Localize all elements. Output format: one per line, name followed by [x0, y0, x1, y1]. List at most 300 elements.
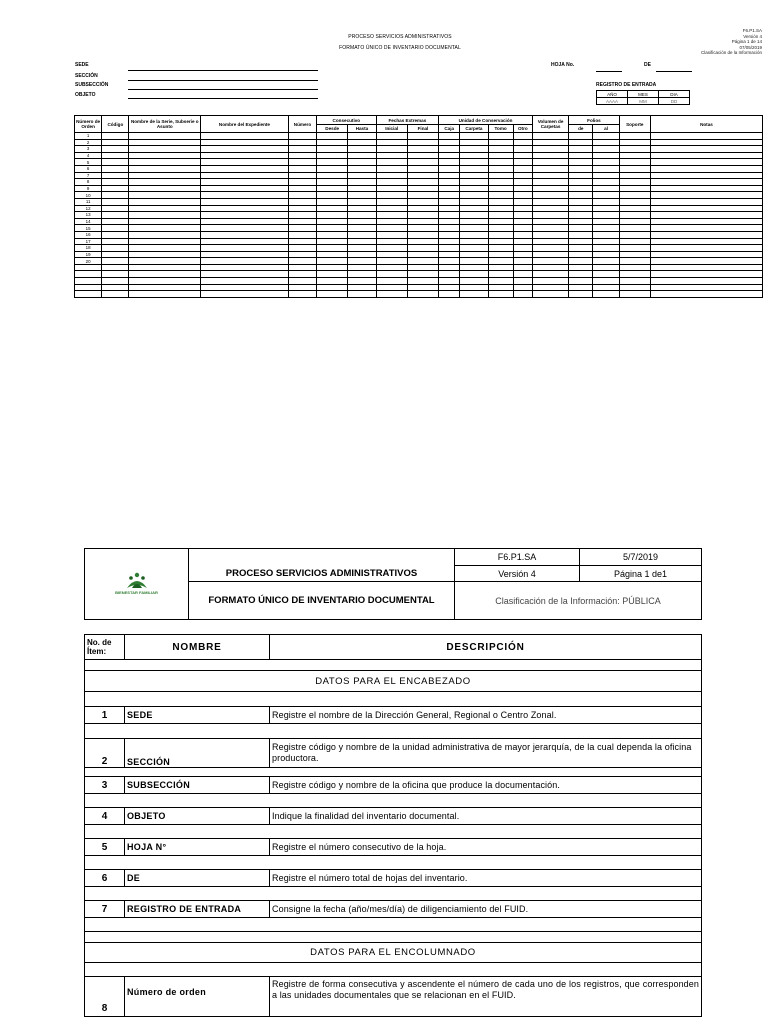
inventory-cell[interactable] [201, 205, 289, 212]
inventory-cell[interactable] [288, 172, 316, 179]
inventory-cell[interactable] [532, 139, 568, 146]
inventory-cell[interactable] [513, 251, 532, 258]
inventory-cell[interactable] [488, 133, 513, 140]
inventory-cell[interactable] [569, 271, 593, 278]
inventory-cell[interactable] [201, 165, 289, 172]
inventory-cell[interactable] [201, 258, 289, 265]
inventory-cell[interactable] [201, 264, 289, 271]
inventory-cell[interactable] [460, 212, 488, 219]
inventory-cell[interactable] [619, 192, 650, 199]
inventory-cell[interactable] [532, 165, 568, 172]
inventory-cell[interactable] [129, 172, 201, 179]
inventory-cell[interactable] [460, 165, 488, 172]
inventory-cell[interactable] [569, 165, 593, 172]
inventory-cell[interactable] [376, 205, 407, 212]
inventory-cell[interactable] [102, 198, 129, 205]
inventory-cell[interactable] [317, 159, 348, 166]
inventory-cell[interactable] [513, 231, 532, 238]
inventory-cell[interactable] [513, 264, 532, 271]
inventory-cell[interactable] [348, 172, 376, 179]
inventory-cell[interactable] [460, 291, 488, 298]
inventory-cell[interactable] [460, 146, 488, 153]
inventory-cell[interactable] [129, 198, 201, 205]
inventory-cell[interactable] [102, 159, 129, 166]
inventory-cell[interactable] [348, 146, 376, 153]
inventory-cell[interactable] [439, 251, 460, 258]
inventory-cell[interactable] [650, 205, 762, 212]
inventory-cell[interactable] [376, 192, 407, 199]
inventory-cell[interactable] [593, 258, 619, 265]
inventory-cell[interactable] [407, 258, 438, 265]
inventory-cell[interactable] [376, 218, 407, 225]
inventory-cell[interactable] [460, 192, 488, 199]
inventory-cell[interactable] [569, 231, 593, 238]
inventory-cell[interactable] [532, 198, 568, 205]
inventory-cell[interactable] [619, 251, 650, 258]
inventory-cell[interactable] [407, 264, 438, 271]
inventory-cell[interactable] [532, 179, 568, 186]
inventory-cell[interactable] [569, 264, 593, 271]
inventory-cell[interactable] [317, 238, 348, 245]
inventory-cell[interactable] [460, 238, 488, 245]
inventory-cell[interactable] [460, 218, 488, 225]
inventory-cell[interactable] [129, 159, 201, 166]
inventory-cell[interactable] [407, 245, 438, 252]
inventory-cell[interactable] [532, 271, 568, 278]
inventory-cell[interactable] [288, 205, 316, 212]
inventory-cell[interactable] [488, 291, 513, 298]
inventory-cell[interactable] [569, 192, 593, 199]
inventory-cell[interactable] [129, 291, 201, 298]
seccion-field[interactable] [128, 80, 318, 81]
inventory-cell[interactable] [129, 212, 201, 219]
inventory-cell[interactable] [650, 146, 762, 153]
inventory-cell[interactable] [288, 284, 316, 291]
inventory-cell[interactable] [619, 152, 650, 159]
inventory-cell[interactable] [532, 225, 568, 232]
inventory-cell[interactable] [569, 278, 593, 285]
inventory-cell[interactable] [593, 278, 619, 285]
inventory-cell[interactable] [376, 225, 407, 232]
inventory-cell[interactable] [650, 172, 762, 179]
inventory-cell[interactable] [201, 146, 289, 153]
inventory-cell[interactable] [348, 231, 376, 238]
inventory-cell[interactable] [650, 152, 762, 159]
inventory-cell[interactable] [288, 192, 316, 199]
inventory-cell[interactable] [460, 251, 488, 258]
inventory-cell[interactable] [348, 139, 376, 146]
inventory-cell[interactable] [488, 179, 513, 186]
inventory-cell[interactable] [532, 264, 568, 271]
inventory-cell[interactable] [407, 278, 438, 285]
inventory-cell[interactable] [513, 133, 532, 140]
inventory-cell[interactable] [288, 225, 316, 232]
inventory-cell[interactable] [201, 251, 289, 258]
inventory-cell[interactable] [201, 271, 289, 278]
inventory-cell[interactable] [513, 238, 532, 245]
inventory-cell[interactable] [569, 198, 593, 205]
inventory-cell[interactable] [488, 172, 513, 179]
inventory-cell[interactable] [376, 271, 407, 278]
inventory-cell[interactable] [460, 133, 488, 140]
inventory-cell[interactable] [439, 278, 460, 285]
inventory-cell[interactable] [407, 159, 438, 166]
inventory-cell[interactable] [650, 258, 762, 265]
inventory-cell[interactable] [488, 278, 513, 285]
registro-dia-field[interactable]: DD [659, 98, 690, 105]
inventory-cell[interactable] [201, 172, 289, 179]
inventory-cell[interactable] [513, 278, 532, 285]
inventory-cell[interactable] [569, 291, 593, 298]
inventory-cell[interactable] [129, 146, 201, 153]
inventory-cell[interactable] [439, 231, 460, 238]
inventory-cell[interactable] [569, 172, 593, 179]
inventory-cell[interactable] [348, 159, 376, 166]
inventory-cell[interactable] [650, 185, 762, 192]
inventory-cell[interactable] [488, 258, 513, 265]
inventory-cell[interactable] [129, 238, 201, 245]
inventory-cell[interactable] [376, 258, 407, 265]
inventory-cell[interactable] [288, 238, 316, 245]
inventory-cell[interactable] [593, 264, 619, 271]
inventory-cell[interactable] [488, 192, 513, 199]
inventory-cell[interactable] [488, 165, 513, 172]
inventory-cell[interactable] [532, 212, 568, 219]
inventory-cell[interactable] [407, 133, 438, 140]
inventory-cell[interactable] [317, 192, 348, 199]
inventory-cell[interactable] [102, 139, 129, 146]
inventory-cell[interactable] [593, 159, 619, 166]
inventory-cell[interactable] [348, 205, 376, 212]
inventory-cell[interactable] [619, 179, 650, 186]
inventory-cell[interactable] [593, 133, 619, 140]
inventory-cell[interactable] [513, 291, 532, 298]
inventory-cell[interactable] [376, 165, 407, 172]
inventory-cell[interactable] [129, 225, 201, 232]
inventory-cell[interactable] [317, 198, 348, 205]
inventory-cell[interactable] [460, 264, 488, 271]
inventory-cell[interactable] [102, 146, 129, 153]
inventory-cell[interactable] [348, 192, 376, 199]
inventory-cell[interactable] [650, 192, 762, 199]
inventory-cell[interactable] [593, 271, 619, 278]
inventory-cell[interactable] [593, 212, 619, 219]
inventory-cell[interactable] [317, 231, 348, 238]
inventory-cell[interactable] [593, 185, 619, 192]
inventory-cell[interactable] [650, 251, 762, 258]
inventory-cell[interactable] [513, 165, 532, 172]
inventory-cell[interactable] [407, 152, 438, 159]
inventory-cell[interactable] [129, 284, 201, 291]
inventory-cell[interactable] [129, 271, 201, 278]
inventory-cell[interactable] [593, 172, 619, 179]
inventory-cell[interactable] [376, 284, 407, 291]
inventory-cell[interactable] [288, 146, 316, 153]
inventory-cell[interactable] [619, 258, 650, 265]
inventory-cell[interactable] [102, 172, 129, 179]
inventory-cell[interactable] [460, 179, 488, 186]
inventory-cell[interactable] [348, 179, 376, 186]
inventory-cell[interactable] [102, 133, 129, 140]
inventory-cell[interactable] [593, 205, 619, 212]
inventory-cell[interactable] [317, 284, 348, 291]
inventory-cell[interactable] [407, 218, 438, 225]
inventory-cell[interactable] [376, 133, 407, 140]
inventory-cell[interactable] [569, 146, 593, 153]
inventory-cell[interactable] [650, 218, 762, 225]
inventory-cell[interactable] [569, 152, 593, 159]
inventory-cell[interactable] [619, 139, 650, 146]
inventory-cell[interactable] [376, 264, 407, 271]
inventory-cell[interactable] [348, 152, 376, 159]
inventory-cell[interactable] [376, 185, 407, 192]
inventory-cell[interactable] [201, 238, 289, 245]
inventory-cell[interactable] [407, 271, 438, 278]
inventory-cell[interactable] [407, 198, 438, 205]
inventory-cell[interactable] [593, 284, 619, 291]
inventory-cell[interactable] [376, 179, 407, 186]
inventory-cell[interactable] [102, 251, 129, 258]
inventory-cell[interactable] [593, 231, 619, 238]
inventory-cell[interactable] [317, 218, 348, 225]
inventory-cell[interactable] [593, 192, 619, 199]
inventory-cell[interactable] [407, 284, 438, 291]
inventory-cell[interactable] [593, 291, 619, 298]
inventory-cell[interactable] [488, 159, 513, 166]
inventory-cell[interactable] [513, 271, 532, 278]
inventory-cell[interactable] [460, 284, 488, 291]
inventory-cell[interactable] [348, 165, 376, 172]
inventory-cell[interactable] [569, 238, 593, 245]
inventory-cell[interactable] [569, 218, 593, 225]
inventory-cell[interactable] [460, 159, 488, 166]
inventory-cell[interactable] [488, 152, 513, 159]
objeto-field[interactable] [128, 98, 318, 99]
inventory-cell[interactable] [513, 139, 532, 146]
inventory-cell[interactable] [288, 291, 316, 298]
inventory-cell[interactable] [569, 205, 593, 212]
inventory-cell[interactable] [513, 284, 532, 291]
inventory-cell[interactable] [102, 264, 129, 271]
inventory-cell[interactable] [488, 205, 513, 212]
inventory-cell[interactable] [407, 251, 438, 258]
inventory-cell[interactable] [129, 185, 201, 192]
inventory-cell[interactable] [317, 264, 348, 271]
inventory-cell[interactable] [569, 225, 593, 232]
inventory-cell[interactable] [569, 284, 593, 291]
inventory-cell[interactable] [317, 251, 348, 258]
inventory-cell[interactable] [201, 291, 289, 298]
inventory-cell[interactable] [513, 245, 532, 252]
inventory-cell[interactable] [317, 205, 348, 212]
inventory-cell[interactable] [650, 264, 762, 271]
inventory-cell[interactable] [619, 133, 650, 140]
inventory-cell[interactable] [129, 251, 201, 258]
inventory-cell[interactable] [439, 172, 460, 179]
inventory-cell[interactable] [439, 133, 460, 140]
inventory-cell[interactable] [532, 192, 568, 199]
inventory-cell[interactable] [288, 212, 316, 219]
inventory-cell[interactable] [513, 205, 532, 212]
inventory-cell[interactable] [439, 165, 460, 172]
inventory-cell[interactable] [376, 238, 407, 245]
inventory-cell[interactable] [439, 179, 460, 186]
inventory-cell[interactable] [513, 146, 532, 153]
inventory-cell[interactable] [460, 152, 488, 159]
inventory-cell[interactable] [650, 225, 762, 232]
inventory-cell[interactable] [439, 139, 460, 146]
inventory-cell[interactable] [532, 278, 568, 285]
inventory-cell[interactable] [619, 225, 650, 232]
inventory-cell[interactable] [317, 139, 348, 146]
inventory-cell[interactable] [460, 172, 488, 179]
inventory-cell[interactable] [407, 172, 438, 179]
inventory-cell[interactable] [619, 165, 650, 172]
inventory-cell[interactable] [439, 245, 460, 252]
inventory-cell[interactable] [650, 271, 762, 278]
inventory-cell[interactable] [460, 258, 488, 265]
subseccion-field[interactable] [128, 89, 318, 90]
inventory-cell[interactable] [460, 205, 488, 212]
inventory-cell[interactable] [513, 159, 532, 166]
inventory-cell[interactable] [532, 218, 568, 225]
inventory-cell[interactable] [439, 264, 460, 271]
inventory-cell[interactable] [650, 159, 762, 166]
inventory-cell[interactable] [513, 179, 532, 186]
inventory-cell[interactable] [439, 159, 460, 166]
inventory-cell[interactable] [513, 225, 532, 232]
inventory-cell[interactable] [439, 146, 460, 153]
inventory-cell[interactable] [129, 231, 201, 238]
inventory-cell[interactable] [619, 238, 650, 245]
inventory-cell[interactable] [102, 225, 129, 232]
inventory-cell[interactable] [593, 179, 619, 186]
inventory-cell[interactable] [650, 245, 762, 252]
inventory-cell[interactable] [129, 205, 201, 212]
registro-mes-field[interactable]: MM [628, 98, 659, 105]
inventory-cell[interactable] [488, 238, 513, 245]
inventory-cell[interactable] [201, 152, 289, 159]
inventory-cell[interactable] [317, 152, 348, 159]
inventory-cell[interactable] [619, 284, 650, 291]
inventory-cell[interactable] [532, 258, 568, 265]
inventory-cell[interactable] [488, 198, 513, 205]
inventory-cell[interactable] [288, 139, 316, 146]
inventory-cell[interactable] [569, 212, 593, 219]
inventory-cell[interactable] [619, 231, 650, 238]
inventory-cell[interactable] [102, 212, 129, 219]
inventory-cell[interactable] [129, 179, 201, 186]
inventory-cell[interactable] [569, 179, 593, 186]
inventory-cell[interactable] [129, 133, 201, 140]
inventory-cell[interactable] [650, 179, 762, 186]
inventory-cell[interactable] [129, 245, 201, 252]
inventory-cell[interactable] [348, 251, 376, 258]
inventory-cell[interactable] [201, 212, 289, 219]
inventory-cell[interactable] [102, 185, 129, 192]
inventory-cell[interactable] [513, 218, 532, 225]
inventory-cell[interactable] [488, 185, 513, 192]
inventory-cell[interactable] [532, 146, 568, 153]
inventory-cell[interactable] [288, 133, 316, 140]
inventory-cell[interactable] [650, 238, 762, 245]
inventory-cell[interactable] [488, 218, 513, 225]
inventory-cell[interactable] [532, 133, 568, 140]
inventory-cell[interactable] [439, 238, 460, 245]
inventory-cell[interactable] [317, 165, 348, 172]
inventory-cell[interactable] [201, 225, 289, 232]
inventory-cell[interactable] [102, 284, 129, 291]
inventory-cell[interactable] [129, 139, 201, 146]
inventory-cell[interactable] [407, 225, 438, 232]
inventory-cell[interactable] [593, 238, 619, 245]
inventory-cell[interactable] [288, 271, 316, 278]
inventory-cell[interactable] [288, 251, 316, 258]
inventory-cell[interactable] [348, 212, 376, 219]
inventory-cell[interactable] [376, 159, 407, 166]
inventory-cell[interactable] [407, 165, 438, 172]
inventory-cell[interactable] [619, 172, 650, 179]
inventory-cell[interactable] [513, 258, 532, 265]
inventory-cell[interactable] [513, 185, 532, 192]
inventory-cell[interactable] [513, 212, 532, 219]
inventory-cell[interactable] [488, 284, 513, 291]
inventory-cell[interactable] [317, 271, 348, 278]
inventory-cell[interactable] [593, 139, 619, 146]
inventory-cell[interactable] [376, 152, 407, 159]
inventory-cell[interactable] [488, 225, 513, 232]
inventory-cell[interactable] [569, 251, 593, 258]
inventory-cell[interactable] [407, 192, 438, 199]
inventory-cell[interactable] [532, 185, 568, 192]
inventory-cell[interactable] [460, 185, 488, 192]
inventory-cell[interactable] [129, 165, 201, 172]
inventory-cell[interactable] [407, 185, 438, 192]
inventory-cell[interactable] [317, 185, 348, 192]
inventory-cell[interactable] [619, 278, 650, 285]
inventory-cell[interactable] [593, 198, 619, 205]
inventory-cell[interactable] [650, 198, 762, 205]
inventory-cell[interactable] [376, 245, 407, 252]
inventory-cell[interactable] [593, 251, 619, 258]
inventory-cell[interactable] [317, 225, 348, 232]
inventory-cell[interactable] [102, 218, 129, 225]
inventory-cell[interactable] [650, 231, 762, 238]
inventory-cell[interactable] [376, 212, 407, 219]
inventory-cell[interactable] [288, 152, 316, 159]
inventory-cell[interactable] [532, 172, 568, 179]
inventory-cell[interactable] [593, 245, 619, 252]
sede-field[interactable] [128, 70, 318, 71]
inventory-cell[interactable] [532, 284, 568, 291]
inventory-cell[interactable] [407, 139, 438, 146]
inventory-cell[interactable] [201, 159, 289, 166]
inventory-cell[interactable] [569, 258, 593, 265]
inventory-cell[interactable] [288, 159, 316, 166]
inventory-cell[interactable] [619, 198, 650, 205]
inventory-cell[interactable] [619, 212, 650, 219]
inventory-cell[interactable] [376, 231, 407, 238]
inventory-cell[interactable] [439, 205, 460, 212]
inventory-cell[interactable] [619, 185, 650, 192]
inventory-cell[interactable] [460, 271, 488, 278]
inventory-cell[interactable] [439, 284, 460, 291]
inventory-cell[interactable] [407, 146, 438, 153]
inventory-cell[interactable] [201, 179, 289, 186]
inventory-cell[interactable] [288, 264, 316, 271]
inventory-cell[interactable] [102, 258, 129, 265]
inventory-cell[interactable] [288, 218, 316, 225]
